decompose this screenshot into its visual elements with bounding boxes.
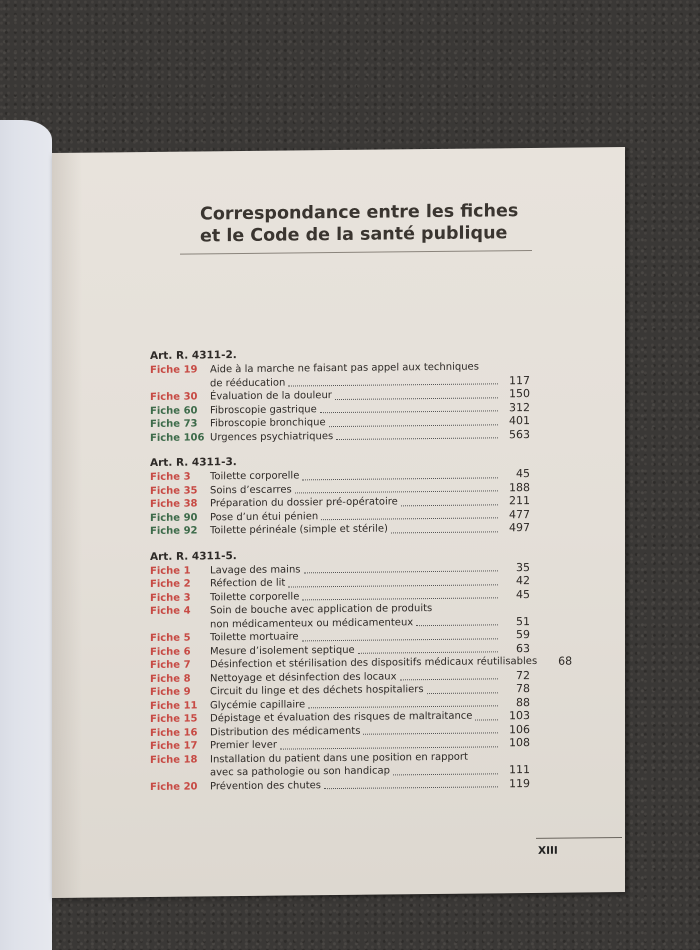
fiche-label: Fiche 73 bbox=[150, 418, 198, 430]
page-reference: 563 bbox=[509, 427, 530, 441]
fiche-label: Fiche 6 bbox=[150, 646, 191, 658]
page-number: XIII bbox=[538, 844, 558, 857]
fiche-label: Fiche 8 bbox=[150, 673, 191, 685]
fiche-title: de rééducation bbox=[210, 377, 286, 389]
page-reference: 42 bbox=[516, 573, 530, 588]
fiche-label: Fiche 5 bbox=[150, 632, 191, 644]
leader-dots bbox=[475, 718, 498, 720]
page-reference: 117 bbox=[509, 373, 530, 387]
facing-page-edge bbox=[0, 120, 52, 950]
page-reference: 106 bbox=[509, 722, 530, 736]
page-title bbox=[200, 200, 540, 248]
leader-dots bbox=[295, 489, 498, 493]
page-reference: 78 bbox=[516, 681, 530, 696]
fiche-title: Soin de bouche avec application de produits bbox=[210, 603, 433, 617]
page-reference: 51 bbox=[516, 614, 530, 628]
fiche-title: Toilette périnéale (simple et stérile) bbox=[210, 523, 388, 537]
leader-dots bbox=[391, 530, 498, 533]
fiche-entry bbox=[150, 521, 530, 538]
fiche-title: Réfection de lit bbox=[210, 577, 286, 590]
fiche-title: Toilette corporelle bbox=[210, 590, 300, 603]
footer-divider bbox=[536, 837, 622, 839]
leader-dots bbox=[336, 436, 498, 440]
leader-dots bbox=[280, 745, 498, 749]
page-reference: 401 bbox=[509, 413, 530, 428]
page-reference: 88 bbox=[516, 695, 530, 709]
fiche-title: Toilette corporelle bbox=[210, 470, 300, 483]
fiche-label: Fiche 30 bbox=[150, 391, 198, 403]
page-reference: 477 bbox=[509, 507, 530, 521]
article-section bbox=[150, 546, 573, 793]
leader-dots bbox=[321, 516, 498, 520]
fiche-entry bbox=[150, 749, 530, 780]
page-reference: 119 bbox=[509, 776, 530, 790]
fiche-label: Fiche 3 bbox=[150, 592, 191, 604]
fiche-title: Fibroscopie bronchique bbox=[210, 417, 326, 430]
fiche-label: Fiche 15 bbox=[150, 713, 198, 725]
page-reference: 211 bbox=[509, 493, 530, 508]
fiche-label: Fiche 106 bbox=[150, 431, 205, 444]
fiche-title: Prévention des chutes bbox=[210, 779, 321, 792]
fiche-title: Aide à la marche ne faisant pas appel aux techniques bbox=[210, 361, 479, 376]
fiche-label: Fiche 18 bbox=[150, 753, 198, 766]
fiche-title: non médicamenteux ou médicamenteux bbox=[210, 616, 414, 630]
leader-dots bbox=[358, 650, 498, 653]
fiche-entry bbox=[150, 360, 530, 391]
fiche-entry bbox=[150, 776, 530, 793]
page-reference: 45 bbox=[516, 466, 530, 481]
fiche-label: Fiche 16 bbox=[150, 726, 198, 739]
fiche-title: Lavage des mains bbox=[210, 563, 301, 576]
fiche-label: Fiche 11 bbox=[150, 699, 198, 712]
fiche-title: Soins d’escarres bbox=[210, 483, 292, 496]
leader-dots bbox=[308, 704, 498, 708]
fiche-title: Premier lever bbox=[210, 739, 277, 752]
fiche-label: Fiche 4 bbox=[150, 605, 191, 617]
fiche-title: Pose d’un étui pénien bbox=[210, 510, 319, 523]
fiche-title: avec sa pathologie ou son handicap bbox=[210, 765, 390, 779]
fiche-title: Préparation du dossier pré-opératoire bbox=[210, 496, 398, 510]
leader-dots bbox=[302, 476, 498, 480]
fiche-title: Urgences psychiatriques bbox=[210, 430, 334, 443]
fiche-title: Nettoyage et désinfection des locaux bbox=[210, 670, 397, 684]
article-section bbox=[150, 346, 530, 445]
page-reference: 312 bbox=[509, 400, 530, 414]
leader-dots bbox=[335, 396, 498, 400]
leader-dots bbox=[329, 423, 498, 427]
fiche-title: Toilette mortuaire bbox=[210, 631, 299, 644]
article-heading: Art. R. 4311-3. bbox=[150, 456, 237, 469]
fiche-label: Fiche 60 bbox=[150, 404, 198, 417]
fiche-label: Fiche 17 bbox=[150, 740, 198, 752]
article-heading: Art. R. 4311-2. bbox=[150, 349, 237, 362]
fiche-label: Fiche 92 bbox=[150, 525, 198, 537]
fiche-label: Fiche 90 bbox=[150, 511, 198, 524]
page-reference: 59 bbox=[516, 627, 530, 642]
page-reference: 188 bbox=[509, 480, 530, 494]
fiche-label: Fiche 35 bbox=[150, 484, 198, 497]
leader-dots bbox=[400, 677, 498, 680]
fiche-label: Fiche 9 bbox=[150, 686, 191, 698]
article-section bbox=[150, 453, 530, 538]
leader-dots bbox=[302, 596, 498, 600]
fiche-label: Fiche 19 bbox=[150, 364, 198, 376]
fiche-title: Mesure d’isolement septique bbox=[210, 644, 355, 657]
title-line-1: Correspondance entre les fiches bbox=[200, 201, 519, 225]
page-reference: 103 bbox=[509, 708, 530, 723]
leader-dots bbox=[320, 409, 498, 413]
fiche-title: Glycémie capillaire bbox=[210, 698, 306, 711]
page-reference: 150 bbox=[509, 386, 530, 401]
page-reference: 63 bbox=[516, 641, 530, 655]
page-reference: 108 bbox=[509, 735, 530, 750]
fiche-label: Fiche 2 bbox=[150, 578, 191, 590]
leader-dots bbox=[427, 691, 498, 694]
title-line-2: et le Code de la santé publique bbox=[200, 223, 508, 247]
page-reference: 72 bbox=[516, 668, 530, 682]
page-reference: 68 bbox=[558, 654, 573, 668]
fiche-title: Distribution des médicaments bbox=[210, 725, 361, 738]
leader-dots bbox=[416, 623, 498, 626]
leader-dots bbox=[401, 503, 498, 506]
page-reference: 35 bbox=[516, 560, 530, 574]
leader-dots bbox=[302, 637, 498, 641]
fiche-label: Fiche 20 bbox=[150, 780, 198, 793]
fiche-entry bbox=[150, 601, 530, 632]
page-reference: 45 bbox=[516, 587, 530, 601]
fiche-label: Fiche 38 bbox=[150, 498, 198, 510]
page-reference: 111 bbox=[509, 762, 530, 777]
fiche-title: Évaluation de la douleur bbox=[210, 390, 332, 403]
leader-dots bbox=[363, 731, 498, 734]
leader-dots bbox=[288, 382, 498, 386]
leader-dots bbox=[393, 772, 498, 775]
leader-dots bbox=[288, 583, 498, 587]
fiche-title: Installation du patient dans une position en rapport bbox=[210, 751, 468, 765]
fiche-label: Fiche 3 bbox=[150, 471, 191, 483]
fiche-entry bbox=[150, 427, 530, 444]
leader-dots bbox=[304, 569, 498, 573]
fiche-title: Fibroscopie gastrique bbox=[210, 403, 317, 416]
article-heading: Art. R. 4311-5. bbox=[150, 549, 237, 563]
book-page bbox=[52, 147, 625, 898]
title-divider bbox=[180, 250, 532, 255]
fiche-label: Fiche 7 bbox=[150, 659, 191, 671]
leader-dots bbox=[324, 785, 498, 789]
fiche-title: Dépistage et évaluation des risques de maltraitance bbox=[210, 710, 473, 725]
fiche-label: Fiche 1 bbox=[150, 565, 191, 577]
fiche-title: Circuit du linge et des déchets hospitaliers bbox=[210, 684, 424, 698]
correspondence-table bbox=[150, 346, 573, 806]
fiche-title: Désinfection et stérilisation des dispositifs médicaux réutilisables bbox=[210, 655, 538, 671]
page-reference: 497 bbox=[509, 520, 530, 535]
